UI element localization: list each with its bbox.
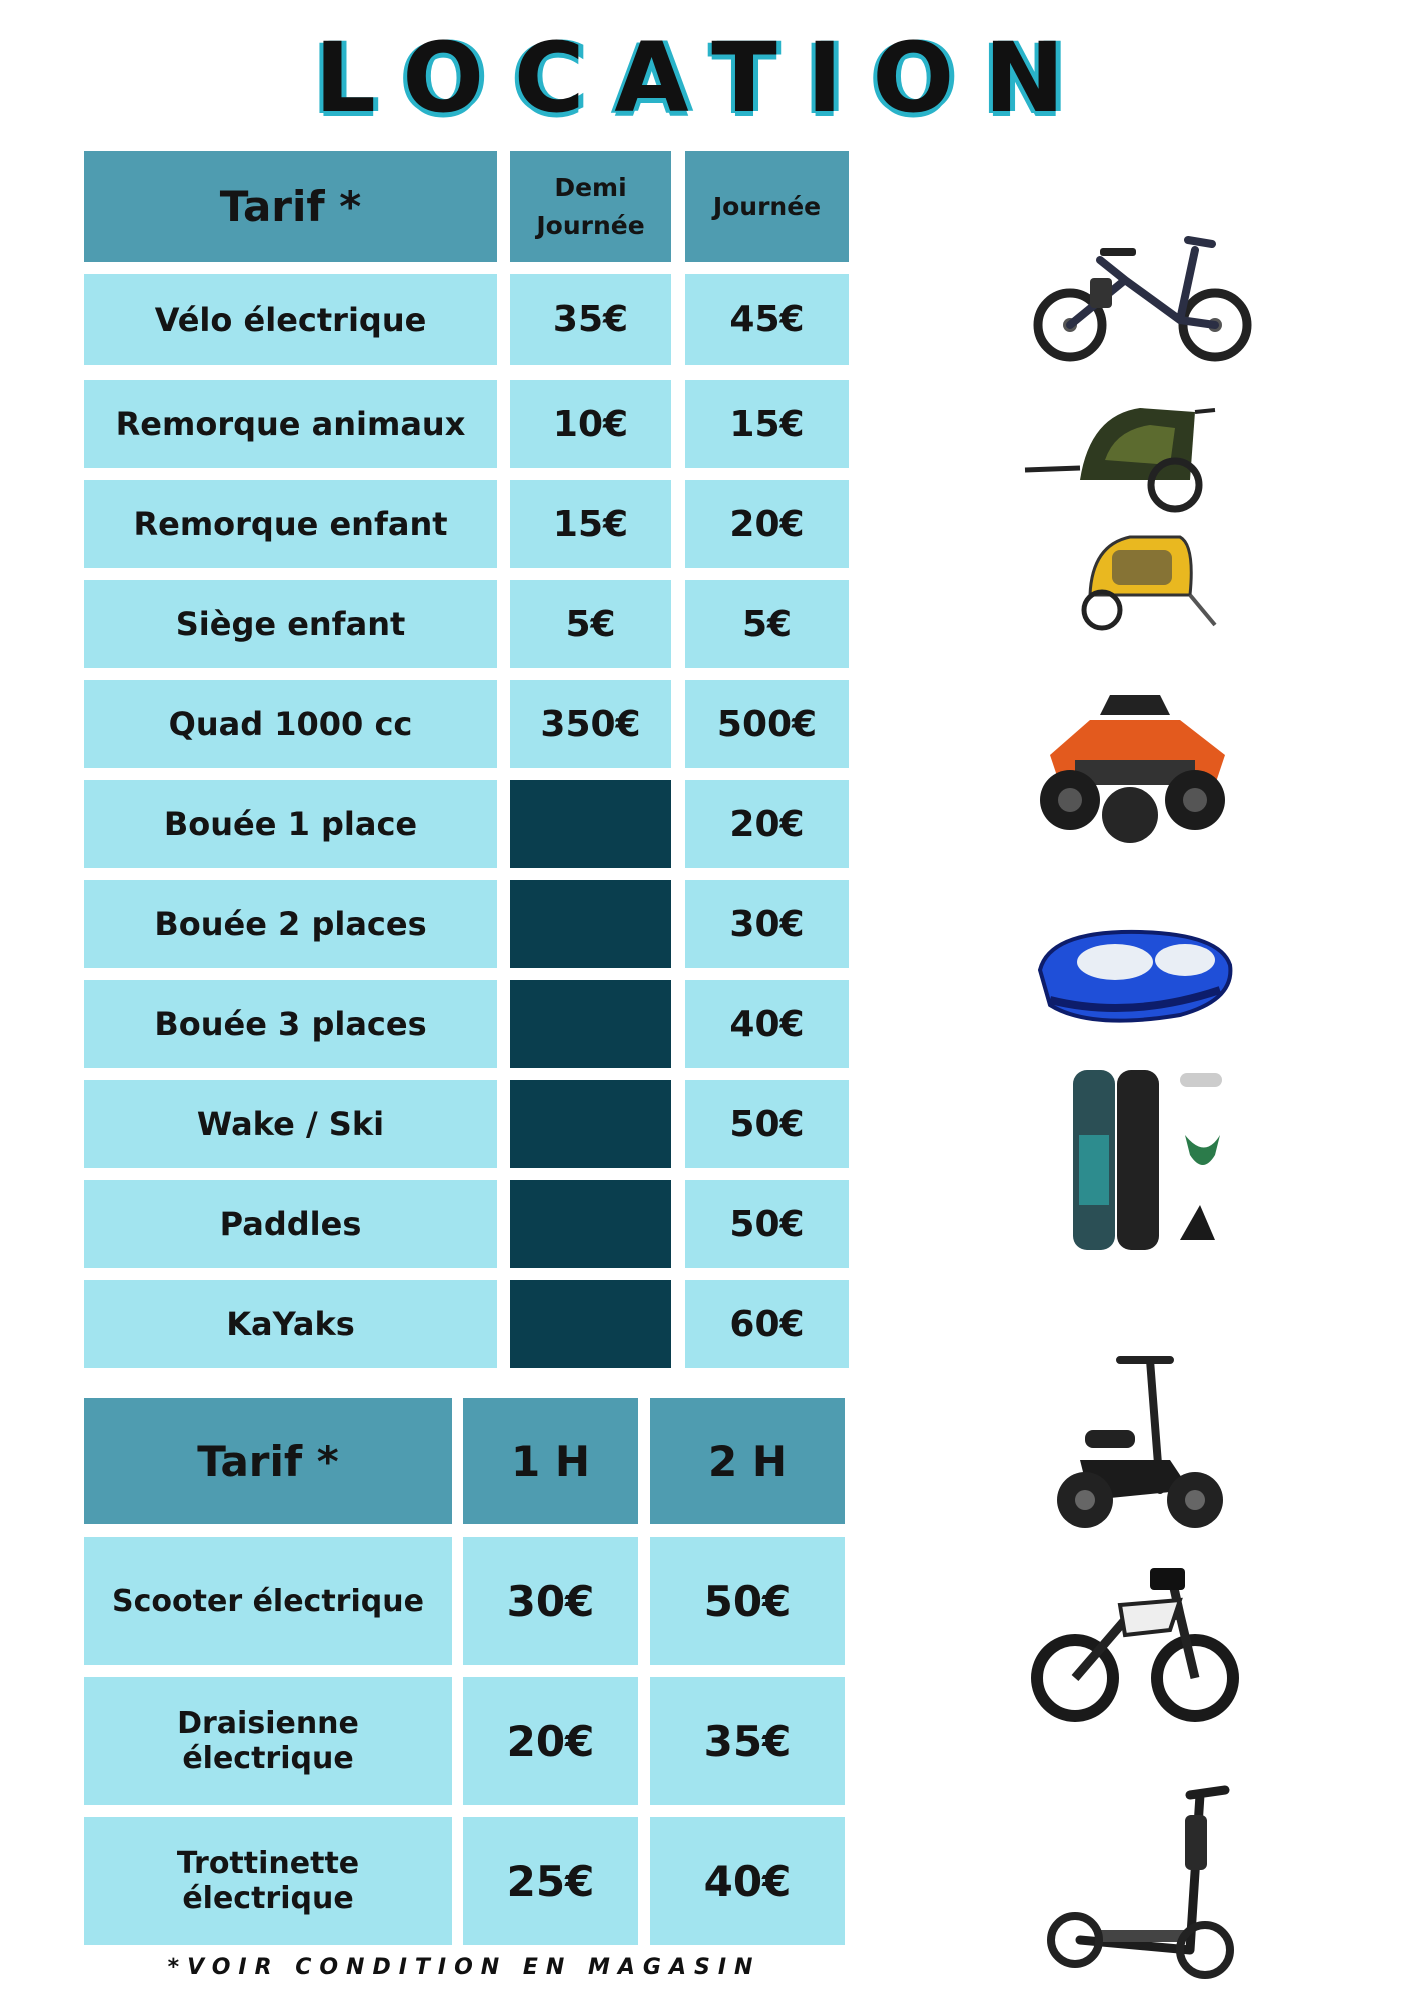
table-header-tarif: Tarif * — [84, 1398, 452, 1524]
item-name: KaYaks — [84, 1280, 497, 1368]
price-day: 20€ — [685, 480, 849, 568]
item-name: Vélo électrique — [84, 274, 497, 365]
price-2h: 40€ — [650, 1817, 845, 1945]
item-name: Remorque animaux — [84, 380, 497, 468]
price-2h: 35€ — [650, 1677, 845, 1805]
page-title: LOCATION — [314, 22, 1095, 134]
table-header-1h: 1 H — [463, 1398, 638, 1524]
child-trailer-icon — [1020, 390, 1220, 515]
balance-bike-icon — [1030, 1560, 1240, 1730]
electric-bike-icon — [1030, 220, 1260, 370]
table-header-day: Journée — [685, 151, 849, 262]
table-header-half-day: Demi Journée — [510, 151, 671, 262]
item-name: Draisienne électrique — [84, 1677, 452, 1805]
item-name: Remorque enfant — [84, 480, 497, 568]
item-name: Bouée 3 places — [84, 980, 497, 1068]
item-name: Bouée 2 places — [84, 880, 497, 968]
price-day: 50€ — [685, 1180, 849, 1268]
price-1h: 25€ — [463, 1817, 638, 1945]
price-half-day-unavailable — [510, 1180, 671, 1268]
item-name: Wake / Ski — [84, 1080, 497, 1168]
price-half-day-unavailable — [510, 1080, 671, 1168]
table-header-tarif: Tarif * — [84, 151, 497, 262]
item-name: Paddles — [84, 1180, 497, 1268]
price-half-day-unavailable — [510, 880, 671, 968]
price-day: 500€ — [685, 680, 849, 768]
price-half-day: 15€ — [510, 480, 671, 568]
price-day: 30€ — [685, 880, 849, 968]
wakeboard-icon — [1065, 1065, 1225, 1255]
quad-icon — [1020, 665, 1250, 850]
price-day: 40€ — [685, 980, 849, 1068]
table-header-2h: 2 H — [650, 1398, 845, 1524]
pet-trailer-icon — [1070, 525, 1220, 640]
price-day: 20€ — [685, 780, 849, 868]
item-name: Quad 1000 cc — [84, 680, 497, 768]
price-2h: 50€ — [650, 1537, 845, 1665]
price-half-day-unavailable — [510, 1280, 671, 1368]
item-name: Siège enfant — [84, 580, 497, 668]
price-half-day: 5€ — [510, 580, 671, 668]
footnote: *VOIR CONDITION EN MAGASIN — [167, 1955, 761, 1980]
item-name: Scooter électrique — [84, 1537, 452, 1665]
tube-buoy-icon — [1030, 920, 1240, 1035]
price-day: 5€ — [685, 580, 849, 668]
price-half-day-unavailable — [510, 780, 671, 868]
price-day: 50€ — [685, 1080, 849, 1168]
kick-scooter-icon — [1040, 1780, 1250, 1980]
price-1h: 30€ — [463, 1537, 638, 1665]
price-1h: 20€ — [463, 1677, 638, 1805]
electric-scooter-icon — [1050, 1340, 1230, 1540]
price-day: 60€ — [685, 1280, 849, 1368]
price-half-day: 35€ — [510, 274, 671, 365]
price-day: 45€ — [685, 274, 849, 365]
price-day: 15€ — [685, 380, 849, 468]
price-half-day: 350€ — [510, 680, 671, 768]
price-half-day-unavailable — [510, 980, 671, 1068]
item-name: Trottinette électrique — [84, 1817, 452, 1945]
price-half-day: 10€ — [510, 380, 671, 468]
item-name: Bouée 1 place — [84, 780, 497, 868]
